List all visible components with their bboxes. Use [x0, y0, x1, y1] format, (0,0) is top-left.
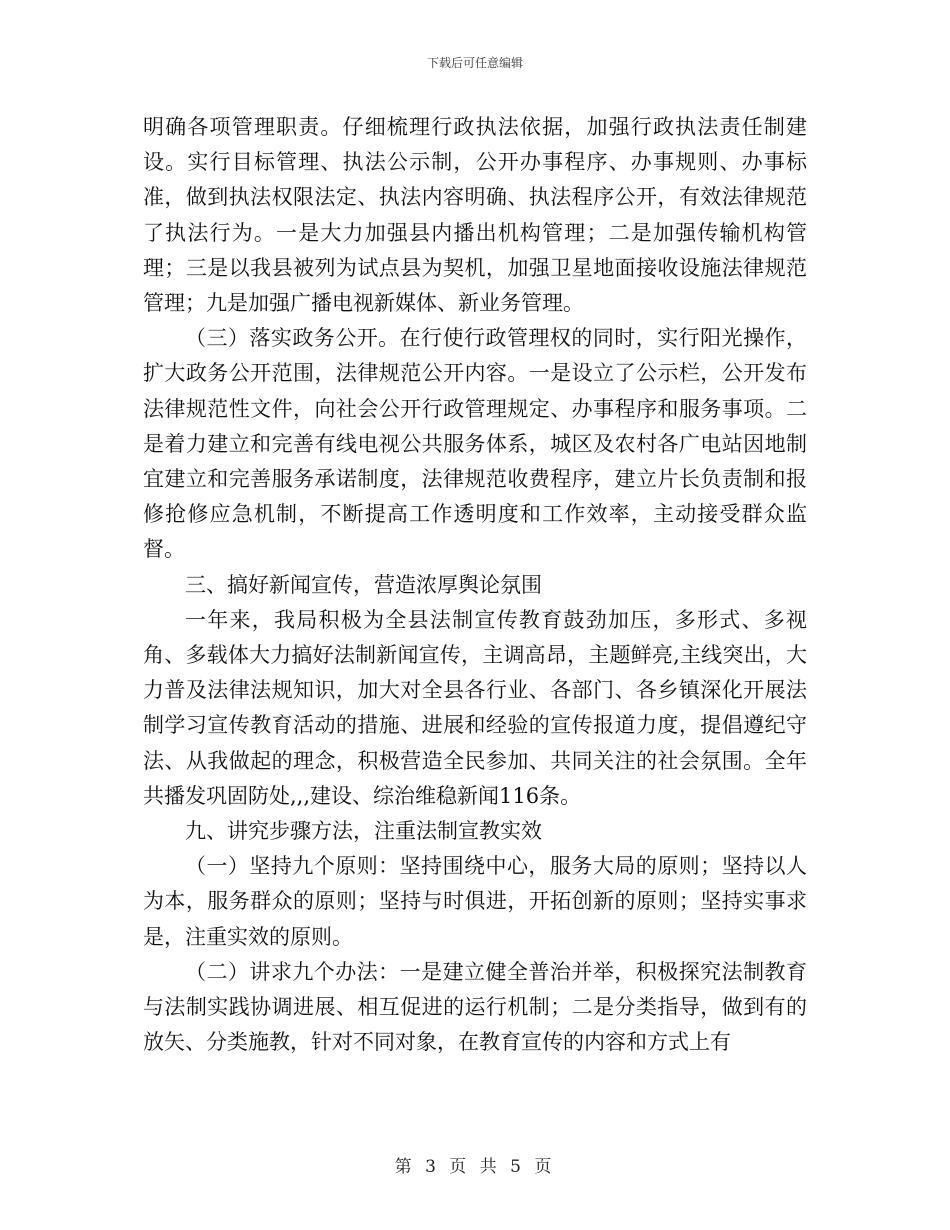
- page-header-note: 下载后可任意编辑: [426, 56, 523, 70]
- paragraph: （二）讲求九个办法：一是建立健全普治并举，积极探究法制教育与法制实践协调进展、相互促进的运行机制；二是分类指导，做到有的放矢、分类施教，针对不同对象，在教育宣传的内容和方式上有: [143, 959, 807, 1055]
- paragraph: 一年来，我局积极为全县法制宣传教育鼓劲加压，多形式、多视角、多载体大力搞好法制新闻宣传，主调高昂，主题鲜亮,主线突出，大力普及法律法规知识，加大对全县各行业、各部门、各乡镇深化开展法制学习宣传教育活动的措施、进展和经验的宣传报道力度，提倡遵纪守法、从我做起的理念，积极营造全民参加、共同关注的社会氛围。全年共播发巩固防处,,,建设、综治维稳新闻116条。: [143, 607, 807, 808]
- paragraph: 明确各项管理职责。仔细梳理行政执法依据，加强行政执法责任制建设。实行目标管理、执法公示制，公开办事程序、办事规则、办事标准，做到执法权限法定、执法内容明确、执法程序公开，有效法律规范了执法行为。一是大力加强县内播出机构管理；二是加强传输机构管理；三是以我县被列为试点县为契机，加强卫星地面接收设施法律规范管理；九是加强广播电视新媒体、新业务管理。: [143, 115, 807, 316]
- document-body: [143, 110, 807, 1060]
- section-heading: 三、搞好新闻宣传，营造浓厚舆论氛围: [185, 572, 542, 597]
- section-heading: 九、讲究步骤方法，注重法制宣教实效: [185, 819, 542, 844]
- paragraph: （三）落实政务公开。在行使行政管理权的同时，实行阳光操作，扩大政务公开范围，法律规范公开内容。一是设立了公示栏，公开发布法律规范性文件，向社会公开行政管理规定、办事程序和服务事项。二是着力建立和完善有线电视公共服务体系，城区及农村各广电站因地制宜建立和完善服务承诺制度，法律规范收费程序，建立片长负责制和报修抢修应急机制，不断提高工作透明度和工作效率，主动接受群众监督。: [143, 326, 807, 562]
- page-number: 第 3 页 共 5 页: [394, 1157, 556, 1177]
- paragraph: （一）坚持九个原则：坚持围绕中心，服务大局的原则；坚持以人为本，服务群众的原则；坚持与时俱进，开拓创新的原则；坚持实事求是，注重实效的原则。: [143, 854, 807, 949]
